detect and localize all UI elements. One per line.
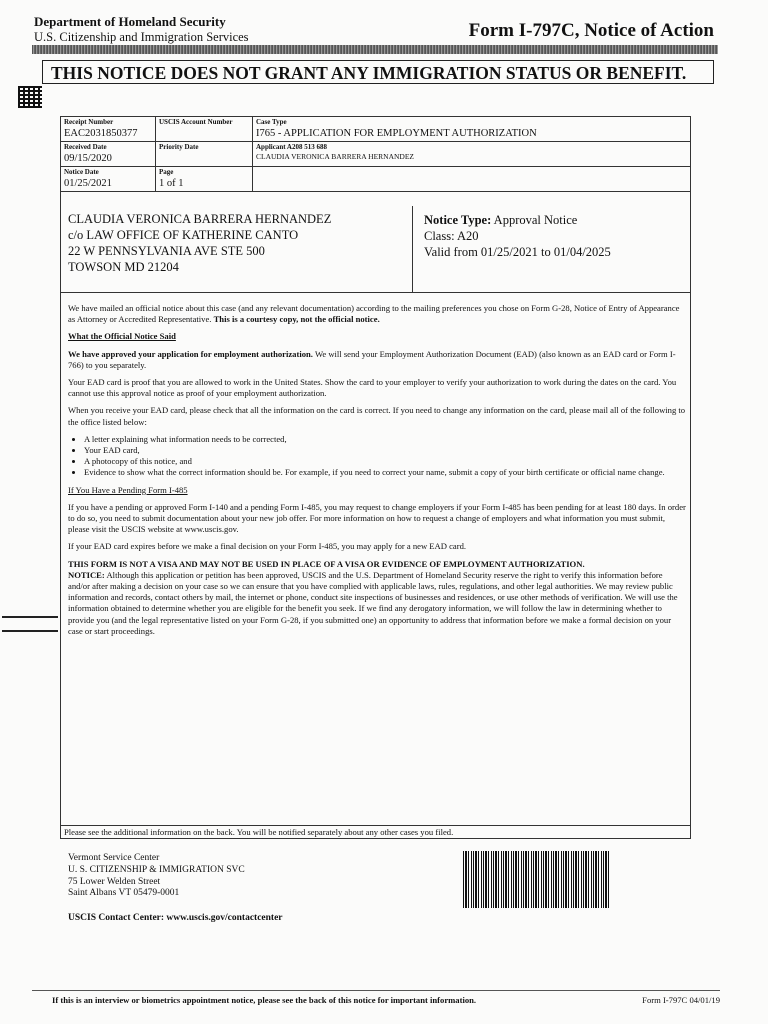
paragraph: We have approved your application for employment authorization. We will send your Employment Authorization Document (EAD) (also known as an EAD card or Form I-766) to you separately. [68, 348, 676, 370]
notice-type-label: Notice Type: [424, 213, 492, 227]
receipt-cell [61, 117, 156, 142]
header-stripe [32, 45, 718, 54]
footer-rule [32, 990, 720, 991]
list-item: • Evidence to show what the correct information should be. For example, if you need to correct your name, submit a copy of your birth certificate or official name change. [84, 467, 686, 478]
list-item: • A letter explaining what information needs to be corrected, [84, 434, 686, 445]
case-type: I765 - APPLICATION FOR EMPLOYMENT AUTHORIZATION [256, 128, 537, 139]
page-cell [156, 167, 253, 192]
additional-info: Please see the additional information on the back. You will be notified separately about any other cases you filed. [60, 825, 691, 838]
received-label: Received Date [64, 143, 107, 151]
receipt-label: Receipt Number [64, 118, 114, 126]
correction-list [84, 434, 686, 479]
notice-body [68, 303, 686, 643]
paragraph: Your EAD card is proof that you are allowed to work in the United States. Show the card to your employer to verify your authorization to work during the dates on the card. You cannot use this approval notice as proof of your employment authorization. [68, 377, 677, 399]
case-type-cell [253, 117, 691, 142]
account-cell [156, 117, 253, 142]
empty-cell [253, 167, 691, 192]
priority-label: Priority Date [159, 143, 199, 151]
form-title: Form I-797C, Notice of Action [468, 20, 714, 41]
applicant-name: CLAUDIA VERONICA BARRERA HERNANDEZ [256, 152, 414, 161]
section-heading: If You Have a Pending Form I-485 [68, 484, 188, 495]
case-type-label: Case Type [256, 118, 287, 126]
account-label: USCIS Account Number [159, 118, 233, 126]
address-line: Vermont Service Center [68, 853, 160, 863]
form-edition: Form I-797C 04/01/19 [642, 995, 720, 1005]
list-item: • A photocopy of this notice, and [84, 456, 686, 467]
footer-note: If this is an interview or biometrics appointment notice, please see the back of this notice for important information. [52, 995, 477, 1005]
paragraph: If your EAD card expires before we make a final decision on your Form I-485, you may apply for a new EAD card. [68, 541, 467, 552]
address-line: c/o LAW OFFICE OF KATHERINE CANTO [68, 228, 299, 242]
service-center-address [68, 853, 245, 900]
case-info-table [60, 116, 691, 192]
page-label: Page [159, 168, 174, 176]
applicant-label: Applicant A208 513 688 [256, 143, 327, 151]
page-count: 1 of 1 [159, 178, 184, 189]
notice-date-cell [61, 167, 156, 192]
section-heading: What the Official Notice Said [68, 331, 176, 342]
section-divider [60, 292, 691, 293]
status-banner: THIS NOTICE DOES NOT GRANT ANY IMMIGRATION STATUS OR BENEFIT. [42, 60, 714, 84]
address-line: CLAUDIA VERONICA BARRERA HERNANDEZ [68, 212, 332, 226]
warning: THIS FORM IS NOT A VISA AND MAY NOT BE USED IN PLACE OF A VISA OR EVIDENCE OF EMPLOYMENT AUTHORIZATION. [68, 558, 585, 569]
legal-notice: NOTICE: Although this application or petition has been approved, USCIS and the U.S. Department of Homeland Security reserve the right to verify this information before and/or after making a decision on your case so we can ensure that you have complied with applicable laws, rules, regulations, and other legal authorities. We may review public information and records, contact others by mail, the internet or phone, conduct site inspections of businesses and residences, or use other methods of verification. We will use the information obtained to determine whether you are eligible for the benefit you seek. If we find any derogatory information, we will follow the law in determining whether to provide you (and the legal representative listed on your Form G-28, if you submitted one) an opportunity to address that information before we make a formal decision on your case or start proceedings. [68, 569, 678, 636]
department-name: Department of Homeland Security [34, 14, 226, 29]
address-line: Saint Albans VT 05479-0001 [68, 888, 180, 899]
paragraph: When you receive your EAD card, please check that all the information on the card is correct. If you need to change any information on the card, please mail all of the following to the office listed below: [68, 405, 686, 427]
notice-date: 01/25/2021 [64, 178, 112, 189]
margin-mark [2, 616, 58, 618]
barcode [463, 851, 611, 908]
notice-date-label: Notice Date [64, 168, 99, 176]
receipt-number: EAC2031850377 [64, 128, 138, 139]
received-cell [61, 142, 156, 167]
paragraph: If you have a pending or approved Form I-140 and a pending Form I-485, you may request to change employers if your Form I-485 has been pending for at least 180 days. In order to do so, you need to submit documentation about your new job offer. For more information on how to request a change of employers and what information you must submit, please visit the USCIS website at www.uscis.gov. [68, 501, 686, 535]
agency-name: U.S. Citizenship and Immigration Services [34, 30, 249, 44]
received-date: 09/15/2020 [64, 153, 112, 164]
address-divider [412, 206, 413, 292]
applicant-cell [253, 142, 691, 167]
paragraph: We have mailed an official notice about this case (and any relevant documentation) according to the mailing preferences you chose on Form G-28, Notice of Entry of Appearance as Attorney or Accredited Representative. This is a courtesy copy, not the official notice. [68, 303, 680, 325]
address-line: 22 W PENNSYLVANIA AVE STE 500 [68, 244, 265, 258]
address-line: 75 Lower Welden Street [68, 876, 161, 887]
mailing-address [68, 211, 331, 275]
list-item: • Your EAD card, [84, 445, 686, 456]
priority-cell [156, 142, 253, 167]
contact-center: USCIS Contact Center: www.uscis.gov/contactcenter [68, 913, 283, 923]
validity-period: Valid from 01/25/2021 to 01/04/2025 [424, 245, 611, 259]
address-line: TOWSON MD 21204 [68, 260, 179, 274]
notice-type: Approval Notice [493, 213, 578, 227]
notice-summary [424, 212, 611, 260]
address-line: U. S. CITIZENSHIP & IMMIGRATION SVC [68, 864, 245, 875]
datamatrix-code [18, 86, 42, 108]
margin-mark [2, 630, 58, 632]
notice-class: Class: A20 [424, 229, 479, 243]
